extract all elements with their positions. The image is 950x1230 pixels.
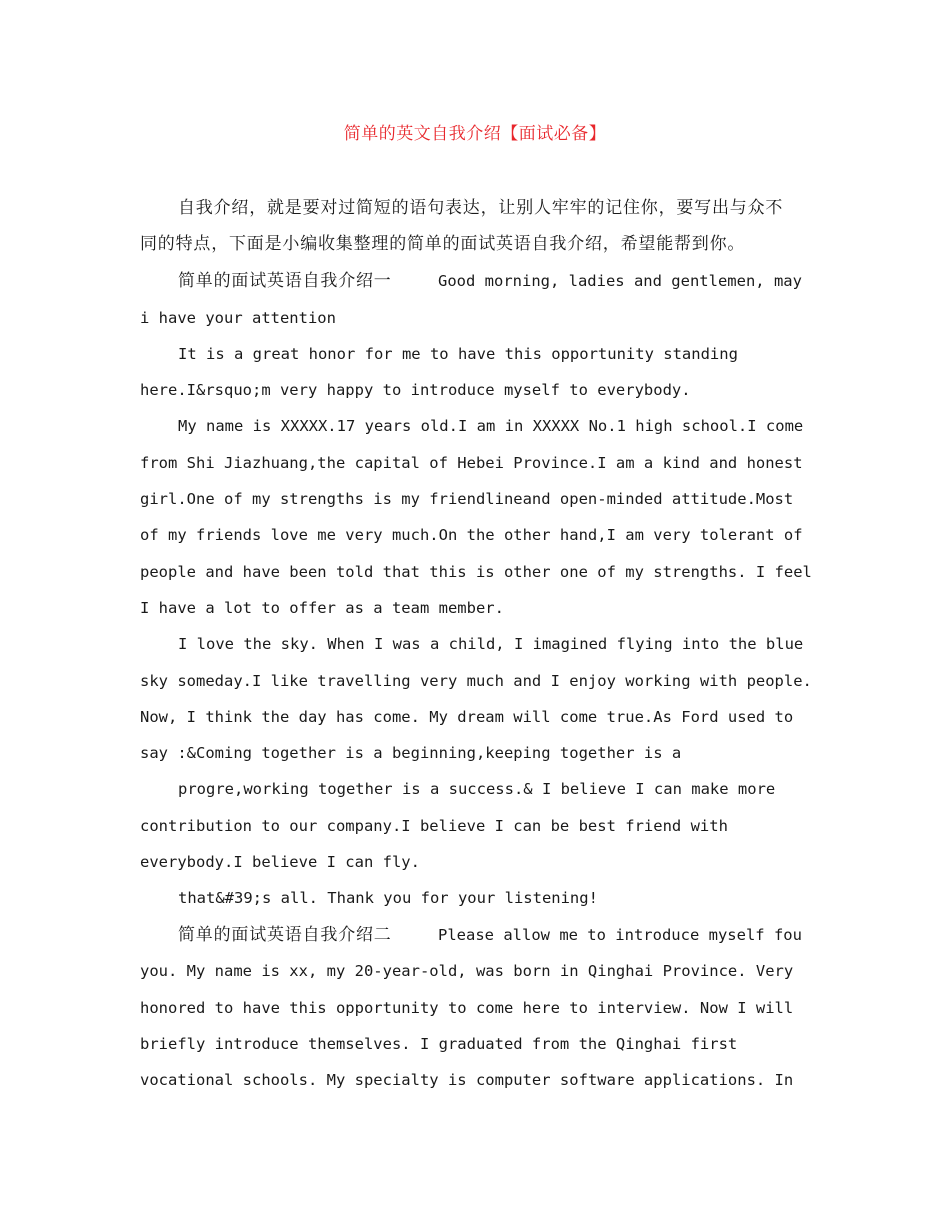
paragraph-line: you. My name is xx, my 20-year-old, was born in Qinghai Province. Very <box>140 962 794 980</box>
paragraph-line: contribution to our company.I believe I can be best friend with <box>140 817 728 835</box>
paragraph-line: progre,working together is a success.& I believe I can make more <box>178 780 776 798</box>
document-title: 简单的英文自我介绍【面试必备】 <box>343 124 607 144</box>
paragraph-line: that&#39;s all. Thank you for your listening! <box>178 889 598 907</box>
section-heading-2: 简单的面试英语自我介绍二 <box>178 925 392 945</box>
paragraph-line: i have your attention <box>140 309 336 327</box>
paragraph-line: girl.One of my strengths is my friendlineand open-minded attitude.Most <box>140 490 794 508</box>
paragraph-line: I love the sky. When I was a child, I imagined flying into the blue <box>178 635 804 653</box>
paragraph-line: honored to have this opportunity to come here to interview. Now I will <box>140 999 794 1017</box>
paragraph-line: from Shi Jiazhuang,the capital of Hebei Province.I am a kind and honest <box>140 454 803 472</box>
paragraph-line: Now, I think the day has come. My dream will come true.As Ford used to <box>140 708 794 726</box>
paragraph-line: here.I&rsquo;m very happy to introduce myself to everybody. <box>140 381 691 399</box>
paragraph-line: everybody.I believe I can fly. <box>140 853 420 871</box>
paragraph-line: say :&Coming together is a beginning,keeping together is a <box>140 744 682 762</box>
paragraph-line: I have a lot to offer as a team member. <box>140 599 504 617</box>
paragraph-line: My name is XXXXX.17 years old.I am in XXXXX No.1 high school.I come <box>178 417 804 435</box>
section-heading-1: 简单的面试英语自我介绍一 <box>178 271 392 291</box>
paragraph-line: 同的特点，下面是小编收集整理的简单的面试英语自我介绍，希望能帮到你。 <box>140 234 746 254</box>
paragraph-line: briefly introduce themselves. I graduated from the Qinghai first <box>140 1035 738 1053</box>
paragraph-line: Please allow me to introduce myself fou <box>438 926 802 944</box>
paragraph-line: vocational schools. My specialty is computer software applications. In <box>140 1071 794 1089</box>
paragraph-line: 自我介绍，就是要对过简短的语句表达，让别人牢牢的记住你，要写出与众不 <box>178 198 784 218</box>
paragraph-line: sky someday.I like travelling very much and I enjoy working with people. <box>140 672 812 690</box>
paragraph-line: Good morning, ladies and gentlemen, may <box>438 272 802 290</box>
paragraph-line: of my friends love me very much.On the other hand,I am very tolerant of <box>140 526 803 544</box>
paragraph-line: It is a great honor for me to have this opportunity standing <box>178 345 738 363</box>
paragraph-line: people and have been told that this is other one of my strengths. I feel <box>140 563 812 581</box>
